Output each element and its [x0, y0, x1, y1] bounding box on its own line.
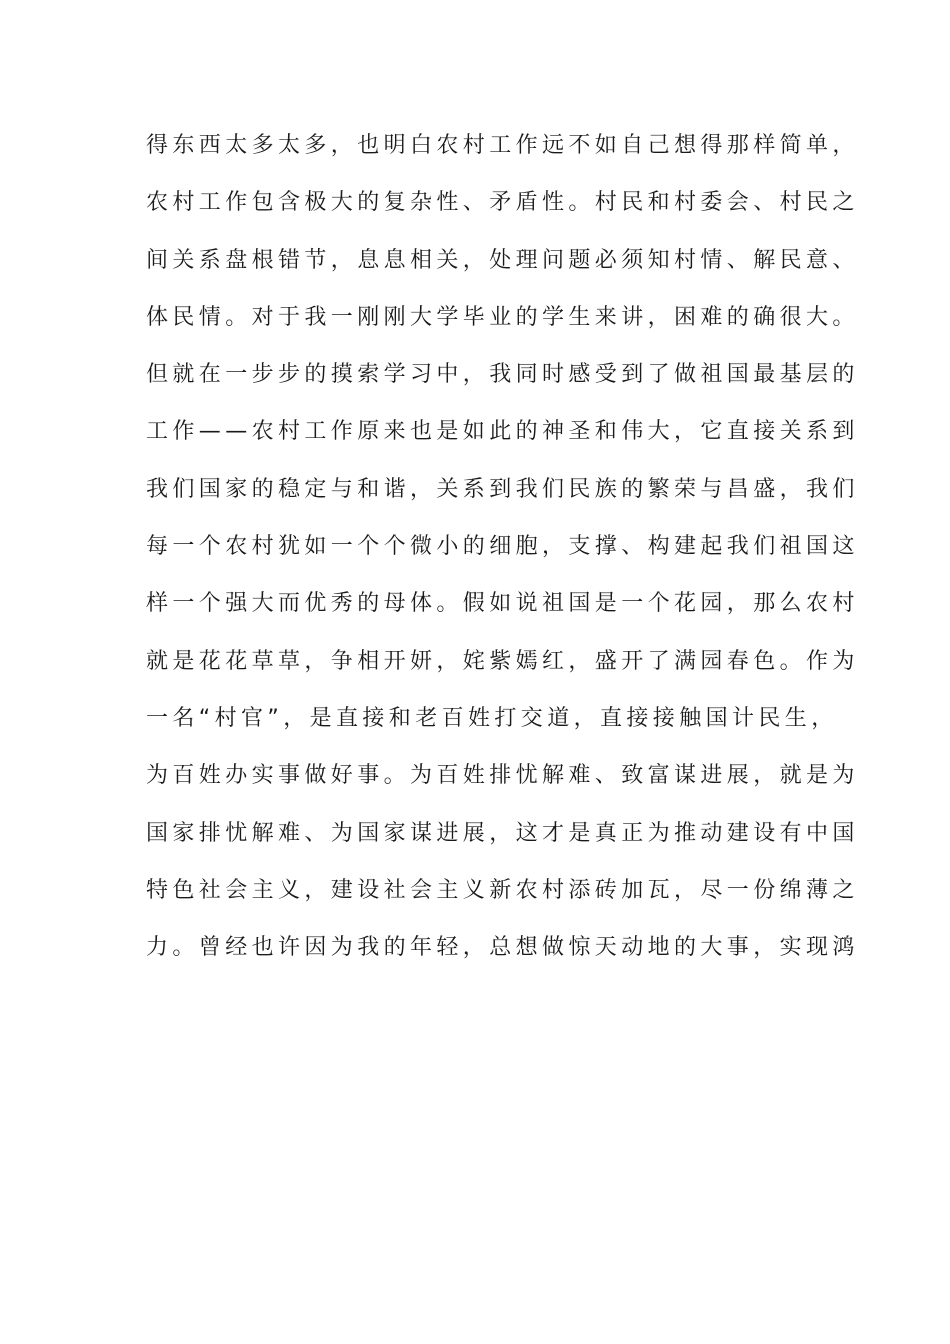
text-line: 我们国家的稳定与和谐，关系到我们民族的繁荣与昌盛，我们: [146, 476, 859, 502]
text-line: 力。曾经也许因为我的年轻，总想做惊天动地的大事，实现鸿: [146, 935, 859, 961]
text-line: 为百姓办实事做好事。为百姓排忧解难、致富谋进展，就是为: [146, 763, 859, 789]
text-line: 但就在一步步的摸索学习中，我同时感受到了做祖国最基层的: [146, 362, 859, 388]
text-line: 样一个强大而优秀的母体。假如说祖国是一个花园，那么农村: [146, 591, 859, 617]
text-line: 农村工作包含极大的复杂性、矛盾性。村民和村委会、村民之: [146, 190, 859, 216]
text-line: 体民情。对于我一刚刚大学毕业的学生来讲，困难的确很大。: [146, 304, 859, 330]
text-line: 国家排忧解难、为国家谋进展，这才是真正为推动建设有中国: [146, 820, 859, 846]
body-text: [146, 131, 859, 990]
text-line: 间关系盘根错节，息息相关，处理问题必须知村情、解民意、: [146, 247, 859, 273]
text-line: 特色社会主义，建设社会主义新农村添砖加瓦，尽一份绵薄之: [146, 877, 859, 903]
text-line: 工作——农村工作原来也是如此的神圣和伟大，它直接关系到: [146, 419, 859, 445]
text-line: 一名“村官”，是直接和老百姓打交道，直接接触国计民生，: [146, 705, 838, 731]
text-line: 每一个农村犹如一个个微小的细胞，支撑、构建起我们祖国这: [146, 534, 859, 560]
text-line: 得东西太多太多，也明白农村工作远不如自己想得那样简单，: [146, 133, 859, 158]
text-line: 就是花花草草，争相开妍，姹紫嫣红，盛开了满园春色。作为: [146, 648, 859, 674]
